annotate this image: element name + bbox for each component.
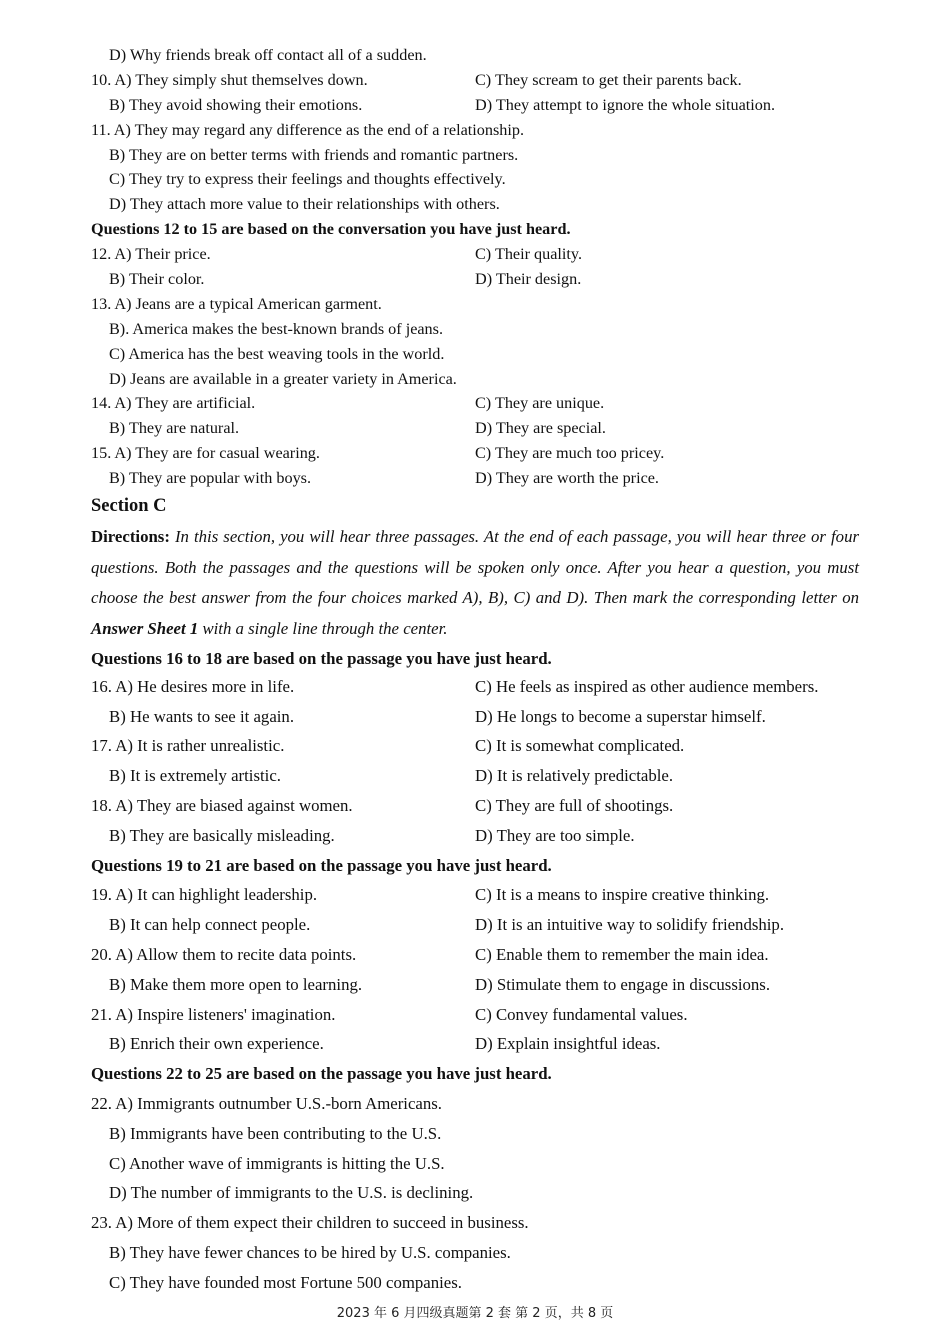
option-10a: 10. A) They simply shut themselves down. [91,70,368,89]
option-19d: D) It is an intuitive way to solidify friendship. [475,915,785,935]
question-19-row-1 [91,880,861,910]
option-22c: C) Another wave of immigrants is hitting the U.S. [109,1153,445,1173]
directions-paragraph [91,522,859,645]
question-20-row-1 [91,940,861,970]
option-18b: B) They are basically misleading. [109,825,335,845]
option-18d: D) They are too simple. [475,825,635,845]
option-10d: D) They attempt to ignore the whole situation. [475,95,776,114]
option-22d: D) The number of immigrants to the U.S. is declining. [109,1183,474,1203]
option-22b: B) Immigrants have been contributing to the U.S. [109,1123,442,1143]
option-13a: 13. A) Jeans are a typical American garment. [91,294,382,313]
question-10-row-2 [91,93,861,118]
option-11b: B) They are on better terms with friends and romantic partners. [109,145,519,164]
option-14d: D) They are special. [475,419,606,438]
question-21-row-1 [91,1000,861,1030]
option-16b: B) He wants to see it again. [109,706,295,726]
question-17-row-2 [91,761,861,791]
option-18a: 18. A) They are biased against women. [91,796,353,816]
option-10c: C) They scream to get their parents back. [475,70,742,89]
option-12c: C) Their quality. [475,245,582,264]
group-heading-19-21: Questions 19 to 21 are based on the passage you have just heard. [91,855,552,875]
directions-answer-sheet: Answer Sheet 1 [91,619,199,639]
option-20b: B) Make them more open to learning. [109,974,363,994]
question-12-row-2 [91,267,861,292]
option-11d: D) They attach more value to their relationships with others. [109,195,500,214]
question-14-row-2 [91,416,861,441]
question-17-row-1 [91,731,861,761]
question-12-row-1 [91,242,861,267]
option-23a: 23. A) More of them expect their children to succeed in business. [91,1213,529,1233]
option-19c: C) It is a means to inspire creative thinking. [475,885,770,905]
question-14-row-1 [91,391,861,416]
question-16-row-1 [91,672,861,702]
option-16a: 16. A) He desires more in life. [91,676,295,696]
directions-text-1: In this section, you will hear three passages. At the end of each passage, you will hear three or four questions. Both the passages and the questions will be spoken only once. After you hear a question, you must choose the best answer from the four choices marked A), B), C) and D). Then mark the corresponding letter on [91,527,859,608]
option-21a: 21. A) Inspire listeners' imagination. [91,1004,336,1024]
option-11a: 11. A) They may regard any difference as the end of a relationship. [91,120,525,139]
option-17d: D) It is relatively predictable. [475,766,674,786]
option-9d: D) Why friends break off contact all of a sudden. [109,46,427,64]
option-12a: 12. A) Their price. [91,245,211,264]
option-12b: B) Their color. [109,270,205,289]
option-21b: B) Enrich their own experience. [109,1034,324,1054]
option-18c: C) They are full of shootings. [475,796,674,816]
option-10b: B) They avoid showing their emotions. [109,95,363,114]
option-13b: B). America makes the best-known brands of jeans. [109,319,444,338]
option-20a: 20. A) Allow them to recite data points. [91,945,357,965]
option-11c: C) They try to express their feelings and thoughts effectively. [109,170,506,189]
option-19a: 19. A) It can highlight leadership. [91,885,318,905]
option-13c: C) America has the best weaving tools in the world. [109,344,445,363]
option-16c: C) He feels as inspired as other audience members. [475,676,819,696]
section-heading: Section C [91,496,167,517]
option-15d: D) They are worth the price. [475,469,659,488]
option-14b: B) They are natural. [109,419,240,438]
option-15a: 15. A) They are for casual wearing. [91,444,320,463]
option-23c: C) They have founded most Fortune 500 companies. [109,1272,462,1292]
question-18-row-1 [91,791,861,821]
option-22a: 22. A) Immigrants outnumber U.S.-born Americans. [91,1094,442,1113]
question-21-row-2 [91,1029,861,1059]
option-12d: D) Their design. [475,270,582,289]
option-20c: C) Enable them to remember the main idea. [475,945,769,965]
option-21d: D) Explain insightful ideas. [475,1034,661,1054]
option-21c: C) Convey fundamental values. [475,1004,688,1024]
option-17a: 17. A) It is rather unrealistic. [91,736,285,756]
page-footer: 2023 年 6 月四级真题第 2 套 第 2 页，共 8 页 [336,1306,614,1321]
group-heading-12-15: Questions 12 to 15 are based on the conversation you have just heard. [91,220,571,239]
question-15-row-1 [91,441,861,466]
option-13d: D) Jeans are available in a greater variety in America. [109,369,457,388]
question-15-row-2 [91,466,861,491]
option-14a: 14. A) They are artificial. [91,394,256,413]
group-heading-16-18: Questions 16 to 18 are based on the passage you have just heard. [91,648,552,668]
option-16d: D) He longs to become a superstar himself. [475,706,766,726]
group-heading-22-25: Questions 22 to 25 are based on the passage you have just heard. [91,1064,552,1084]
directions-label: Directions: [91,527,170,547]
option-20d: D) Stimulate them to engage in discussions. [475,974,771,994]
question-18-row-2 [91,821,861,851]
option-15c: C) They are much too pricey. [475,444,665,463]
option-15b: B) They are popular with boys. [109,469,312,488]
question-20-row-2 [91,970,861,1000]
directions-text-2: with a single line through the center. [198,619,448,639]
question-10-row-1 [91,68,861,93]
option-17c: C) It is somewhat complicated. [475,736,685,756]
option-19b: B) It can help connect people. [109,915,311,935]
option-23b: B) They have fewer chances to be hired by U.S. companies. [109,1242,511,1262]
exam-page [91,43,861,1298]
question-19-row-2 [91,910,861,940]
option-17b: B) It is extremely artistic. [109,766,281,786]
question-16-row-2 [91,702,861,732]
option-14c: C) They are unique. [475,394,605,413]
